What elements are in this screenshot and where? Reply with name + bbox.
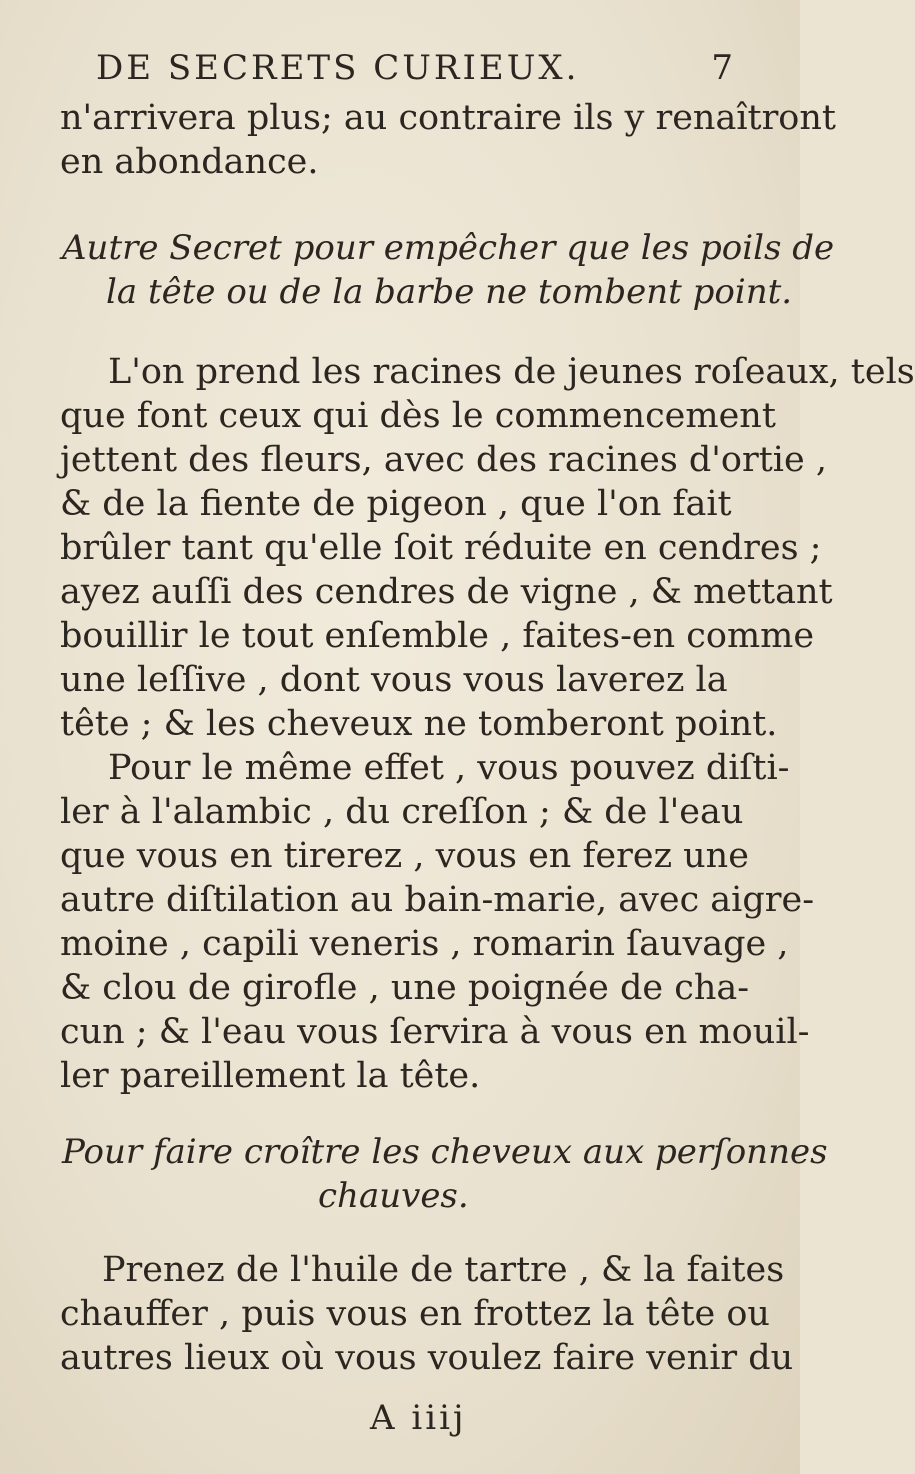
text-line: brûler tant qu'elle ſoit réduite en cendres ; — [60, 528, 822, 568]
signature-mark: A iiij — [370, 1398, 467, 1438]
section-heading: chauves. — [318, 1176, 469, 1216]
text-line: Prenez de l'huile de tartre , & la faites — [102, 1250, 785, 1290]
section-heading: la tête ou de la barbe ne tombent point. — [106, 272, 793, 312]
text-line: que vous en tirerez , vous en ferez une — [60, 836, 749, 876]
text-line: cun ; & l'eau vous ſervira à vous en mouil- — [60, 1012, 810, 1052]
section-heading: Autre Secret pour empêcher que les poils de — [62, 228, 835, 268]
text-line: autres lieux où vous voulez faire venir du — [60, 1338, 794, 1378]
section-heading: Pour faire croître les cheveux aux perſonnes — [62, 1132, 828, 1172]
text-line: moine , capili veneris , romarin ſauvage , — [60, 924, 789, 964]
text-line: ler à l'alambic , du creſſon ; & de l'eau — [60, 792, 744, 832]
page-number: 7 — [711, 48, 736, 88]
text-line: Pour le même effet , vous pouvez diſti- — [108, 748, 790, 788]
text-line: que font ceux qui dès le commencement — [60, 396, 776, 436]
text-line: une leſſive , dont vous vous laverez la — [60, 660, 728, 700]
text-line: & clou de girofle , une poignée de cha- — [60, 968, 750, 1008]
text-line: bouillir le tout enſemble , faites-en comme — [60, 616, 815, 656]
text-line: jettent des fleurs, avec des racines d'ortie , — [60, 440, 827, 480]
text-line: autre diſtilation au bain-marie, avec aigre- — [60, 880, 815, 920]
text-line: tête ; & les cheveux ne tomberont point. — [60, 704, 778, 744]
running-title: DE SECRETS CURIEUX. — [96, 48, 580, 88]
text-line: ayez auſſi des cendres de vigne , & mettant — [60, 572, 833, 612]
text-line: n'arrivera plus; au contraire ils y renaîtront — [60, 98, 836, 138]
text-line: en abondance. — [60, 142, 319, 182]
text-line: ler pareillement la tête. — [60, 1056, 481, 1096]
text-line: & de la fiente de pigeon , que l'on fait — [60, 484, 732, 524]
text-line: chauffer , puis vous en frottez la tête ou — [60, 1294, 770, 1334]
running-header — [96, 48, 736, 98]
text-line: L'on prend les racines de jeunes roſeaux, tels — [108, 352, 915, 392]
